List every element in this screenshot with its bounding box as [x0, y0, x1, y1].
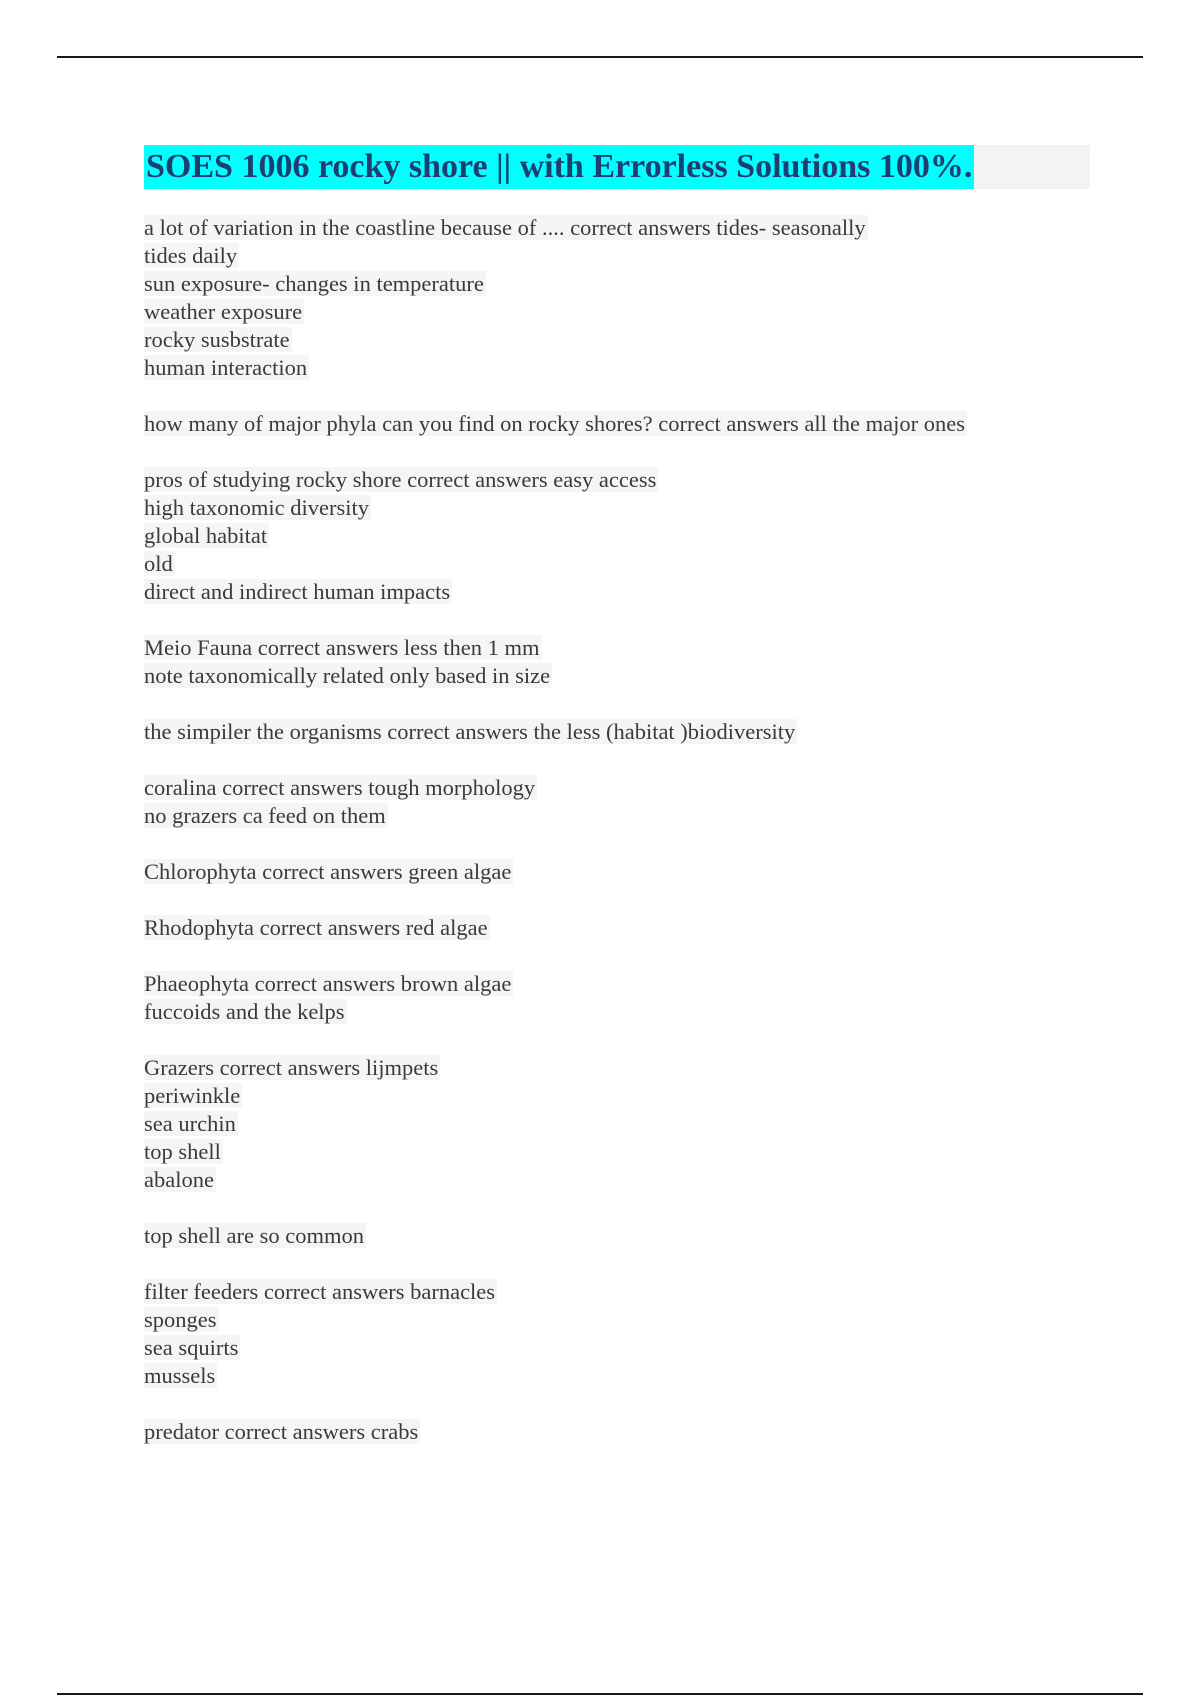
qa-entry	[144, 970, 1124, 1026]
qa-entry	[144, 634, 1124, 690]
qa-answer-line	[144, 1138, 1124, 1166]
line-text: top shell are so common	[144, 1223, 364, 1248]
qa-entry	[144, 1222, 1124, 1250]
qa-question-line	[144, 1054, 1124, 1082]
line-text: how many of major phyla can you find on rocky shores? correct answers all the major ones	[144, 411, 965, 436]
line-text: sea squirts	[144, 1335, 239, 1360]
line-text: pros of studying rocky shore correct answers easy access	[144, 467, 657, 492]
qa-answer-line	[144, 1362, 1124, 1390]
qa-question-line	[144, 718, 1124, 746]
line-text: Phaeophyta correct answers brown algae	[144, 971, 512, 996]
qa-question-line	[144, 1418, 1124, 1446]
qa-answer-line	[144, 298, 1124, 326]
line-text: a lot of variation in the coastline because of .... correct answers tides- seasonally	[144, 215, 866, 240]
qa-answer-line	[144, 662, 1124, 690]
header-rule	[57, 56, 1143, 58]
qa-question-line	[144, 214, 1124, 242]
line-text: filter feeders correct answers barnacles	[144, 1279, 496, 1304]
qa-answer-line	[144, 1306, 1124, 1334]
line-text: no grazers ca feed on them	[144, 803, 386, 828]
qa-entry	[144, 774, 1124, 830]
line-text: abalone	[144, 1167, 214, 1192]
line-text: weather exposure	[144, 299, 303, 324]
qa-entry	[144, 466, 1124, 606]
line-text: coralina correct answers tough morphology	[144, 775, 536, 800]
line-text: global habitat	[144, 523, 268, 548]
line-text: sponges	[144, 1307, 217, 1332]
qa-answer-line	[144, 578, 1124, 606]
line-text: high taxonomic diversity	[144, 495, 369, 520]
qa-question-line	[144, 858, 1124, 886]
qa-answer-line	[144, 242, 1124, 270]
line-text: fuccoids and the kelps	[144, 999, 345, 1024]
line-text: Rhodophyta correct answers red algae	[144, 915, 488, 940]
qa-answer-line	[144, 1334, 1124, 1362]
qa-question-line	[144, 1278, 1124, 1306]
qa-question-line	[144, 1222, 1124, 1250]
qa-question-line	[144, 774, 1124, 802]
line-text: note taxonomically related only based in size	[144, 663, 551, 688]
line-text: Chlorophyta correct answers green algae	[144, 859, 512, 884]
qa-question-line	[144, 914, 1124, 942]
qa-answer-line	[144, 1110, 1124, 1138]
document-body	[144, 214, 1124, 1474]
qa-entry	[144, 718, 1124, 746]
qa-entry	[144, 1054, 1124, 1194]
qa-answer-line	[144, 494, 1124, 522]
qa-answer-line	[144, 550, 1124, 578]
qa-answer-line	[144, 354, 1124, 382]
qa-question-line	[144, 410, 1124, 438]
qa-answer-line	[144, 522, 1124, 550]
qa-question-line	[144, 634, 1124, 662]
line-text: rocky susbstrate	[144, 327, 290, 352]
line-text: sea urchin	[144, 1111, 236, 1136]
qa-answer-line	[144, 998, 1124, 1026]
line-text: predator correct answers crabs	[144, 1419, 419, 1444]
qa-entry	[144, 214, 1124, 382]
line-text: old	[144, 551, 173, 576]
line-text: direct and indirect human impacts	[144, 579, 451, 604]
line-text: Grazers correct answers lijmpets	[144, 1055, 439, 1080]
line-text: mussels	[144, 1363, 216, 1388]
qa-question-line	[144, 970, 1124, 998]
line-text: sun exposure- changes in temperature	[144, 271, 484, 296]
qa-answer-line	[144, 802, 1124, 830]
line-text: periwinkle	[144, 1083, 241, 1108]
document-title: SOES 1006 rocky shore || with Errorless Solutions 100%.	[144, 145, 974, 189]
qa-answer-line	[144, 270, 1124, 298]
line-text: Meio Fauna correct answers less then 1 mm	[144, 635, 540, 660]
line-text: the simpiler the organisms correct answers the less (habitat )biodiversity	[144, 719, 796, 744]
line-text: top shell	[144, 1139, 221, 1164]
qa-answer-line	[144, 1166, 1124, 1194]
qa-entry	[144, 410, 1124, 438]
qa-entry	[144, 858, 1124, 886]
qa-entry	[144, 1418, 1124, 1446]
qa-entry	[144, 1278, 1124, 1390]
qa-answer-line	[144, 1082, 1124, 1110]
line-text: tides daily	[144, 243, 238, 268]
qa-answer-line	[144, 326, 1124, 354]
qa-entry	[144, 914, 1124, 942]
line-text: human interaction	[144, 355, 308, 380]
footer-rule	[57, 1693, 1143, 1695]
qa-question-line	[144, 466, 1124, 494]
